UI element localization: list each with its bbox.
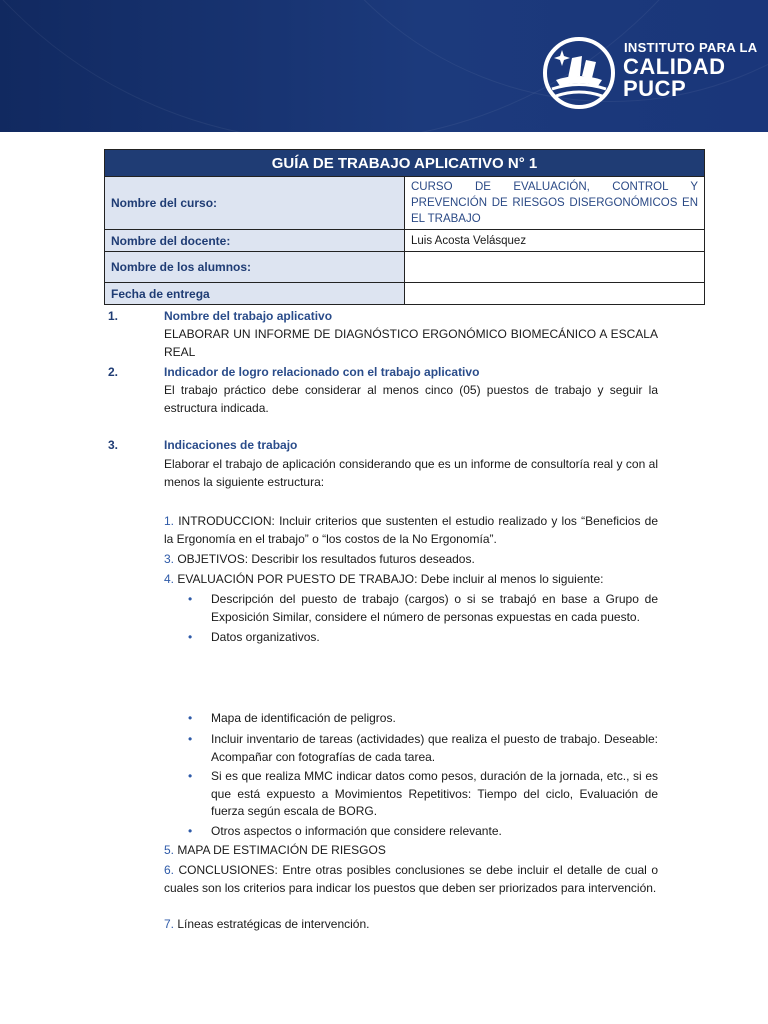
list-item-number: 1. <box>164 514 175 528</box>
section-text: Elaborar el trabajo de aplicación considerando que es un informe de consultoría real y con al menos la siguiente estructura: <box>164 457 658 489</box>
list-item <box>164 513 658 548</box>
list-item <box>164 571 658 589</box>
table-title: GUÍA DE TRABAJO APLICATIVO N° 1 <box>105 150 705 177</box>
list-item <box>164 916 658 934</box>
students-name-label: Nombre de los alumnos: <box>105 252 405 283</box>
section-number: 3. <box>108 438 119 452</box>
list-item-text: Líneas estratégicas de intervención. <box>174 917 370 931</box>
section-title: Nombre del trabajo aplicativo <box>164 309 333 323</box>
students-name-field[interactable] <box>405 252 705 283</box>
bullet-icon: • <box>188 769 193 783</box>
section-number: 1. <box>108 309 119 323</box>
section-title: Indicaciones de trabajo <box>164 438 298 452</box>
section-text: El trabajo práctico debe considerar al menos cinco (05) puestos de trabajo y seguir la estructura indicada. <box>164 383 658 415</box>
bullet-text: Incluir inventario de tareas (actividades) que realiza el puesto de trabajo. Deseable: Acompañar con fotografías de cada tarea. <box>211 732 658 764</box>
list-item <box>164 842 658 860</box>
bullet-text: Descripción del puesto de trabajo (cargos) o si se trabajó en base a Grupo de Exposición Similar, considere el número de personas expuestas en cada puesto. <box>211 592 658 624</box>
section-text: ELABORAR UN INFORME DE DIAGNÓSTICO ERGONÓMICO BIOMECÁNICO A ESCALA REAL <box>164 327 658 359</box>
bullet-icon: • <box>188 630 193 644</box>
teacher-name-value: Luis Acosta Velásquez <box>405 230 705 252</box>
list-item <box>164 551 658 569</box>
due-date-field[interactable] <box>405 283 705 305</box>
list-item-text: EVALUACIÓN POR PUESTO DE TRABAJO: Debe incluir al menos lo siguiente: <box>174 572 604 586</box>
list-item-text: INTRODUCCION: Incluir criterios que sustenten el estudio realizado y los “Beneficios de la Ergonomía en el trabajo” o “los costos de la No Ergonomía”. <box>164 514 658 546</box>
list-item-number: 3. <box>164 552 175 566</box>
list-item-number: 4. <box>164 572 175 586</box>
bullet-text: Mapa de identificación de peligros. <box>211 711 396 725</box>
logo-text-calidad: CALIDAD <box>623 54 726 79</box>
assignment-info-table <box>104 149 705 305</box>
section-number: 2. <box>108 365 119 379</box>
list-item-number: 5. <box>164 843 175 857</box>
bullet-icon: • <box>188 824 193 838</box>
logo-text-institute: INSTITUTO PARA LA <box>624 40 758 55</box>
ship-star-emblem-icon <box>542 36 616 110</box>
bullet-icon: • <box>188 711 193 725</box>
bullet-text: Datos organizativos. <box>211 630 320 644</box>
bullet-icon: • <box>188 592 193 606</box>
course-name-value: CURSO DE EVALUACIÓN, CONTROL Y PREVENCIÓN DE RIESGOS DISERGONÓMICOS EN EL TRABAJO <box>405 177 705 230</box>
course-name-label: Nombre del curso: <box>105 177 405 230</box>
teacher-name-label: Nombre del docente: <box>105 230 405 252</box>
bullet-text: Otros aspectos o información que considere relevante. <box>211 824 502 838</box>
bullet-icon: • <box>188 732 193 746</box>
list-item-text: MAPA DE ESTIMACIÓN DE RIESGOS <box>174 843 386 857</box>
section-title: Indicador de logro relacionado con el trabajo aplicativo <box>164 365 480 379</box>
list-item-text: OBJETIVOS: Describir los resultados futuros deseados. <box>174 552 475 566</box>
page-header <box>0 0 768 132</box>
list-item-text: CONCLUSIONES: Entre otras posibles conclusiones se debe incluir el detalle de cual o cuales son los criterios para indicar los puestos que deben ser priorizados para intervención. <box>164 863 658 895</box>
list-item-number: 7. <box>164 917 175 931</box>
due-date-label: Fecha de entrega <box>105 283 405 305</box>
list-item-number: 6. <box>164 863 175 877</box>
logo-text-pucp: PUCP <box>623 76 687 101</box>
bullet-text: Si es que realiza MMC indicar datos como pesos, duración de la jornada, etc., si es que está expuesto a Movimientos Repetitivos: Tiempo del ciclo, Evaluación de fuerza según escala de BORG. <box>211 769 658 818</box>
list-item <box>164 862 658 897</box>
